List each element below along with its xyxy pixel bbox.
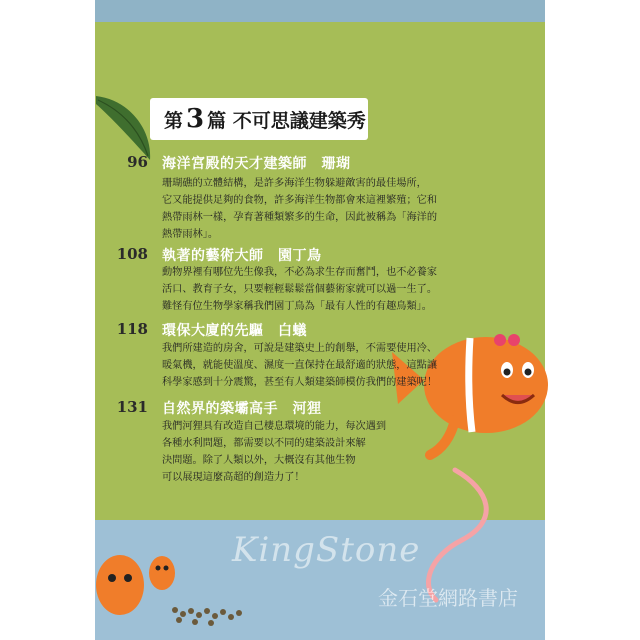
- section-body: [162, 340, 437, 391]
- chapter-title-prefix: 第: [164, 109, 184, 132]
- body-line: 科學家感到十分震驚，甚至有人類建築師模仿我們的建築呢！: [162, 377, 438, 388]
- section-title: 環保大廈的先驅 白蟻: [162, 323, 307, 339]
- body-line: 我們所建造的房舍，可說是建築史上的創舉，不需要使用冷、: [162, 343, 438, 354]
- section-page-number: 108: [116, 245, 148, 263]
- ribbon-icon: [428, 470, 486, 600]
- body-line: 它又能提供足夠的食物，許多海洋生物都會來這裡繁殖；它和: [162, 195, 438, 206]
- body-line: 珊瑚礁的立體結構，是許多海洋生物躲避敵害的最佳場所，: [162, 178, 427, 189]
- body-line: 活口、教育子女，只要輕輕鬆鬆當個藝術家就可以過一生了。: [162, 284, 438, 295]
- body-line: 我們河狸具有改造自己棲息環境的能力，每次遇到: [162, 421, 387, 432]
- watermark-store: 金石堂網路書店: [378, 586, 518, 610]
- leaf-icon: [96, 96, 150, 160]
- section-title: 執著的藝術大師 園丁鳥: [162, 248, 322, 264]
- section-body: [162, 175, 437, 243]
- body-line: 熱帶雨林」。: [162, 229, 219, 240]
- section-title: 海洋宮殿的天才建築師 珊瑚: [162, 156, 351, 172]
- watermark-brand: KingStone: [232, 530, 421, 570]
- body-line: 熱帶雨林一樣，孕育著種類繁多的生命，因此被稱為「海洋的: [162, 212, 438, 223]
- body-line: 動物界裡有哪位先生像我，不必為求生存而奮鬥，也不必養家: [162, 267, 438, 278]
- body-line: 可以展現這麼高超的創造力了！: [162, 472, 305, 483]
- body-line: 難怪有位生物學家稱我們園丁鳥為「最有人性的有趣鳥類」。: [162, 301, 432, 312]
- section-page-number: 118: [116, 320, 148, 338]
- body-line: 決問題。除了人類以外，大概沒有其他生物: [162, 455, 356, 466]
- body-line: 各種水利問題，都需要以不同的建築設計來解: [162, 438, 366, 449]
- chapter-number: 3: [186, 104, 205, 134]
- chapter-title-text: 篇 不可思議建築秀: [207, 109, 366, 132]
- beaver-fish-icon: [96, 555, 175, 615]
- chapter-title: [150, 98, 368, 140]
- section-body: [162, 418, 386, 486]
- section-title: 自然界的築壩高手 河狸: [162, 401, 322, 417]
- pebbles-icon: [172, 607, 242, 626]
- section-page-number: 131: [116, 398, 148, 416]
- section-page-number: 96: [127, 153, 148, 171]
- body-line: 暖氣機，就能使溫度、濕度一直保持在最舒適的狀態，這點讓: [162, 360, 438, 371]
- section-body: [162, 264, 437, 315]
